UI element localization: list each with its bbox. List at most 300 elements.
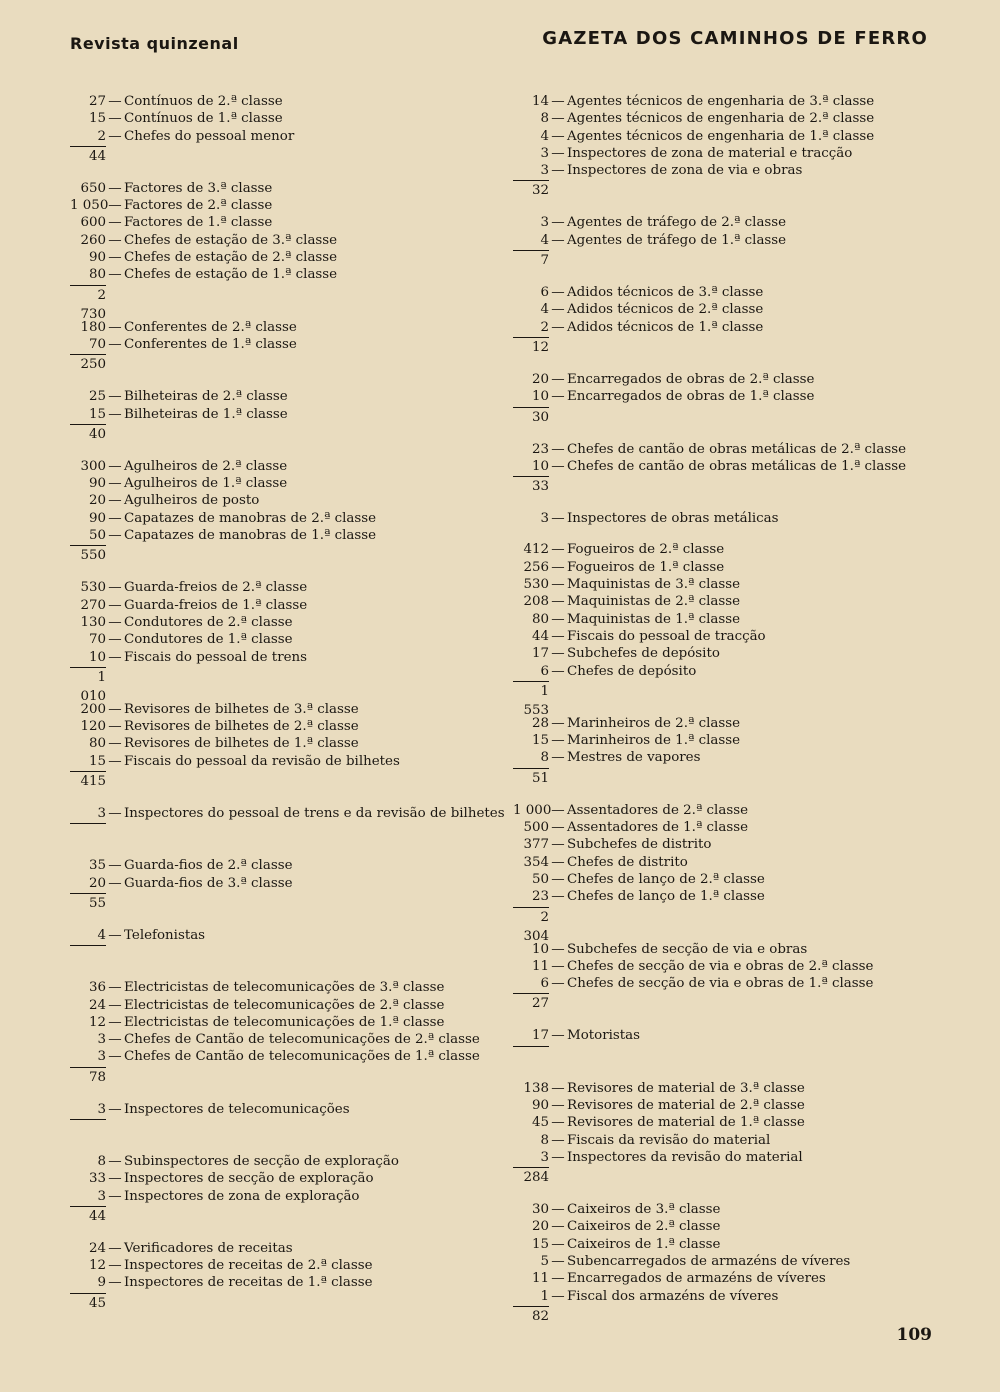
staff-category: Chefes de cantão de obras metálicas de 2.ª classe	[567, 441, 906, 457]
dash-separator: —	[108, 1240, 122, 1256]
staff-category: Revisores de bilhetes de 1.ª classe	[124, 736, 359, 752]
staff-count: 50	[88, 528, 106, 544]
dash-separator: —	[551, 889, 565, 905]
staff-category: Chefes de estação de 3.ª classe	[124, 232, 338, 248]
dash-separator: —	[551, 542, 565, 558]
staff-count: 10	[88, 649, 106, 665]
staff-count: 260	[80, 232, 106, 248]
staff-count: 130	[80, 614, 106, 630]
dash-separator: —	[108, 1258, 122, 1274]
staff-row	[70, 631, 510, 648]
dash-separator: —	[551, 941, 565, 957]
dash-separator: —	[108, 1049, 122, 1065]
staff-row	[70, 753, 510, 770]
staff-category: Inspectores de telecomunicações	[124, 1101, 350, 1117]
dash-separator: —	[551, 1202, 565, 1218]
dash-separator: —	[551, 733, 565, 749]
dash-separator: —	[108, 250, 122, 266]
dash-separator: —	[551, 319, 565, 335]
staff-category: Subinspectores de secção de exploração	[124, 1153, 399, 1169]
staff-category: Subencarregados de armazéns de víveres	[567, 1254, 851, 1270]
staff-row	[513, 975, 933, 992]
staff-count: 200	[80, 701, 106, 717]
staff-category: Fiscais do pessoal de tracção	[567, 628, 766, 644]
dash-separator: —	[108, 94, 122, 109]
staff-row	[70, 597, 510, 614]
dash-separator: —	[108, 753, 122, 769]
staff-category: Agentes de tráfego de 1.ª classe	[567, 232, 787, 248]
group-total: 44	[70, 1206, 106, 1226]
staff-row	[70, 735, 510, 752]
staff-row	[513, 611, 933, 628]
staff-row	[513, 162, 933, 179]
staff-count: 8	[540, 111, 549, 127]
staff-count: 256	[523, 559, 549, 575]
staff-group	[513, 441, 933, 497]
staff-group	[70, 979, 510, 1086]
dash-separator: —	[108, 649, 122, 665]
staff-count: 3	[97, 1049, 106, 1065]
staff-count: 3	[97, 1032, 106, 1048]
staff-row	[70, 1101, 510, 1118]
staff-category: Verificadores de receitas	[124, 1240, 293, 1256]
dash-separator: —	[551, 1115, 565, 1131]
group-total: 82	[513, 1306, 549, 1326]
staff-row	[70, 649, 510, 666]
staff-count: 50	[531, 871, 549, 887]
staff-row	[70, 979, 510, 996]
dash-separator: —	[108, 198, 122, 214]
staff-category: Agentes de tráfego de 2.ª classe	[567, 215, 787, 231]
dash-separator: —	[551, 302, 565, 318]
staff-category: Chefes de Cantão de telecomunicações de 2.ª classe	[124, 1032, 480, 1048]
group-total: 32	[513, 180, 549, 200]
group-total: 2 304	[513, 907, 549, 927]
staff-row	[70, 180, 510, 197]
staff-count: 412	[523, 542, 549, 558]
group-total	[513, 1046, 549, 1066]
staff-category: Revisores de material de 3.ª classe	[567, 1080, 805, 1096]
staff-count: 208	[523, 594, 549, 610]
staff-row	[70, 214, 510, 231]
staff-count: 1 050	[70, 198, 109, 214]
staff-category: Bilheteiras de 2.ª classe	[124, 389, 288, 405]
staff-count: 80	[88, 736, 106, 752]
staff-category: Condutores de 1.ª classe	[124, 632, 293, 648]
staff-row	[70, 406, 510, 423]
dash-separator: —	[108, 476, 122, 492]
staff-category: Maquinistas de 3.ª classe	[567, 577, 741, 593]
staff-row	[513, 628, 933, 645]
dash-separator: —	[108, 180, 122, 196]
dash-separator: —	[551, 94, 565, 109]
staff-count: 15	[88, 753, 106, 769]
staff-row	[513, 802, 933, 819]
staff-count: 530	[80, 580, 106, 596]
staff-group	[513, 802, 933, 944]
dash-separator: —	[108, 510, 122, 526]
staff-category: Encarregados de obras de 2.ª classe	[567, 371, 815, 387]
staff-category: Inspectores de zona de via e obras	[567, 163, 803, 179]
staff-group	[70, 180, 510, 322]
staff-category: Marinheiros de 1.ª classe	[567, 733, 741, 749]
staff-category: Inspectores de zona de exploração	[124, 1188, 360, 1204]
group-total: 27	[513, 993, 549, 1013]
dash-separator: —	[108, 858, 122, 874]
right-column	[513, 93, 933, 1340]
staff-count: 15	[88, 406, 106, 422]
dash-separator: —	[551, 371, 565, 387]
staff-category: Chefes de secção de via e obras de 2.ª classe	[567, 958, 874, 974]
dash-separator: —	[108, 980, 122, 996]
group-total: 7	[513, 250, 549, 270]
staff-group	[70, 1240, 510, 1313]
staff-count: 1	[540, 1288, 549, 1304]
staff-count: 20	[88, 493, 106, 509]
staff-row	[513, 732, 933, 749]
staff-category: Revisores de material de 2.ª classe	[567, 1097, 805, 1113]
dash-separator: —	[108, 267, 122, 283]
staff-category: Condutores de 2.ª classe	[124, 614, 293, 630]
staff-row	[70, 701, 510, 718]
header-right: GAZETA DOS CAMINHOS DE FERRO	[542, 28, 928, 49]
staff-count: 300	[80, 458, 106, 474]
staff-row	[513, 1253, 933, 1270]
dash-separator: —	[108, 528, 122, 544]
staff-row	[513, 510, 933, 527]
dash-separator: —	[108, 336, 122, 352]
staff-group	[70, 927, 510, 965]
staff-category: Contínuos de 1.ª classe	[124, 111, 283, 127]
dash-separator: —	[551, 163, 565, 179]
staff-category: Guarda-fios de 2.ª classe	[124, 858, 293, 874]
staff-row	[513, 1288, 933, 1305]
staff-category: Bilheteiras de 1.ª classe	[124, 406, 288, 422]
dash-separator: —	[551, 628, 565, 644]
dash-separator: —	[108, 232, 122, 248]
staff-row	[70, 1274, 510, 1291]
staff-group	[70, 1153, 510, 1226]
staff-count: 11	[531, 1271, 549, 1287]
staff-count: 3	[540, 511, 549, 527]
dash-separator: —	[108, 215, 122, 231]
dash-separator: —	[551, 802, 565, 818]
dash-separator: —	[551, 611, 565, 627]
staff-category: Agentes técnicos de engenharia de 1.ª classe	[567, 128, 875, 144]
staff-category: Encarregados de armazéns de víveres	[567, 1271, 826, 1287]
dash-separator: —	[551, 232, 565, 248]
staff-category: Revisores de bilhetes de 2.ª classe	[124, 719, 359, 735]
staff-row	[513, 284, 933, 301]
group-total: 284	[513, 1167, 549, 1187]
staff-count: 2	[540, 319, 549, 335]
staff-row	[70, 1240, 510, 1257]
staff-row	[513, 1080, 933, 1097]
dash-separator: —	[551, 458, 565, 474]
staff-category: Agentes técnicos de engenharia de 3.ª classe	[567, 94, 875, 109]
staff-row	[513, 301, 933, 318]
staff-count: 70	[88, 336, 106, 352]
staff-category: Guarda-freios de 1.ª classe	[124, 597, 308, 613]
dash-separator: —	[551, 837, 565, 853]
group-total: 550	[70, 545, 106, 565]
staff-row	[70, 1170, 510, 1187]
staff-category: Fiscais do pessoal da revisão de bilhetes	[124, 753, 400, 769]
staff-count: 10	[531, 941, 549, 957]
staff-category: Chefes do pessoal menor	[124, 128, 295, 144]
staff-row	[70, 93, 510, 110]
staff-count: 20	[531, 371, 549, 387]
staff-count: 8	[540, 1132, 549, 1148]
staff-count: 23	[531, 889, 549, 905]
staff-row	[70, 197, 510, 214]
dash-separator: —	[108, 1188, 122, 1204]
dash-separator: —	[108, 389, 122, 405]
dash-separator: —	[108, 927, 122, 943]
staff-category: Subchefes de secção de via e obras	[567, 941, 808, 957]
staff-row	[70, 875, 510, 892]
dash-separator: —	[551, 646, 565, 662]
dash-separator: —	[108, 719, 122, 735]
staff-count: 28	[531, 715, 549, 731]
group-total: 250	[70, 354, 106, 374]
staff-count: 15	[531, 1236, 549, 1252]
staff-count: 500	[523, 820, 549, 836]
staff-count: 45	[531, 1115, 549, 1131]
staff-row	[513, 1236, 933, 1253]
staff-category: Inspectores de receitas de 1.ª classe	[124, 1275, 373, 1291]
staff-group	[513, 510, 933, 527]
staff-category: Revisores de material de 1.ª classe	[567, 1115, 805, 1131]
staff-category: Contínuos de 2.ª classe	[124, 94, 283, 109]
staff-category: Motoristas	[567, 1028, 641, 1044]
dash-separator: —	[108, 1153, 122, 1169]
dash-separator: —	[551, 128, 565, 144]
staff-row	[70, 458, 510, 475]
dash-separator: —	[108, 580, 122, 596]
staff-category: Telefonistas	[124, 927, 206, 943]
staff-row	[513, 93, 933, 110]
staff-row	[513, 319, 933, 336]
staff-category: Chefes de lanço de 2.ª classe	[567, 871, 765, 887]
staff-group	[70, 388, 510, 444]
staff-count: 10	[531, 389, 549, 405]
staff-row	[70, 614, 510, 631]
dash-separator: —	[108, 406, 122, 422]
staff-row	[70, 232, 510, 249]
staff-count: 9	[97, 1275, 106, 1291]
dash-separator: —	[108, 632, 122, 648]
staff-count: 80	[531, 611, 549, 627]
staff-row	[513, 836, 933, 853]
staff-category: Chefes de lanço de 1.ª classe	[567, 889, 765, 905]
dash-separator: —	[551, 215, 565, 231]
staff-count: 8	[97, 1153, 106, 1169]
group-total	[70, 945, 106, 965]
staff-count: 11	[531, 958, 549, 974]
dash-separator: —	[551, 715, 565, 731]
staff-count: 15	[88, 111, 106, 127]
dash-separator: —	[551, 1080, 565, 1096]
staff-row	[513, 559, 933, 576]
staff-row	[70, 1031, 510, 1048]
staff-category: Inspectores do pessoal de trens e da revisão de bilhetes	[124, 806, 505, 822]
staff-count: 3	[540, 145, 549, 161]
staff-count: 120	[80, 719, 106, 735]
dash-separator: —	[551, 511, 565, 527]
staff-category: Assentadores de 1.ª classe	[567, 820, 748, 836]
staff-count: 90	[88, 476, 106, 492]
staff-count: 24	[88, 1240, 106, 1256]
dash-separator: —	[551, 1132, 565, 1148]
staff-row	[70, 579, 510, 596]
staff-group	[513, 284, 933, 357]
staff-count: 27	[88, 94, 106, 109]
staff-count: 1 000	[513, 802, 552, 818]
dash-separator: —	[108, 1171, 122, 1187]
staff-category: Capatazes de manobras de 1.ª classe	[124, 528, 377, 544]
dash-separator: —	[108, 111, 122, 127]
staff-category: Inspectores de obras metálicas	[567, 511, 779, 527]
staff-count: 25	[88, 389, 106, 405]
header-left: Revista quinzenal	[70, 34, 239, 53]
staff-group	[513, 371, 933, 427]
staff-group	[513, 541, 933, 718]
staff-row	[513, 593, 933, 610]
staff-count: 90	[88, 510, 106, 526]
staff-count: 20	[531, 1219, 549, 1235]
staff-count: 6	[540, 663, 549, 679]
staff-category: Chefes de estação de 1.ª classe	[124, 267, 338, 283]
staff-category: Agulheiros de 2.ª classe	[124, 458, 288, 474]
staff-category: Conferentes de 2.ª classe	[124, 319, 297, 335]
staff-category: Maquinistas de 1.ª classe	[567, 611, 741, 627]
staff-row	[513, 749, 933, 766]
group-total	[70, 823, 106, 843]
staff-row	[513, 715, 933, 732]
staff-count: 90	[531, 1097, 549, 1113]
staff-category: Adidos técnicos de 2.ª classe	[567, 302, 764, 318]
group-total: 40	[70, 424, 106, 444]
staff-count: 23	[531, 441, 549, 457]
staff-group	[513, 93, 933, 200]
group-total: 51	[513, 768, 549, 788]
staff-category: Capatazes de manobras de 2.ª classe	[124, 510, 377, 526]
staff-category: Revisores de bilhetes de 3.ª classe	[124, 701, 359, 717]
staff-row	[70, 336, 510, 353]
staff-category: Caixeiros de 3.ª classe	[567, 1202, 721, 1218]
dash-separator: —	[551, 854, 565, 870]
dash-separator: —	[551, 1097, 565, 1113]
dash-separator: —	[108, 701, 122, 717]
staff-category: Chefes de cantão de obras metálicas de 1.ª classe	[567, 458, 906, 474]
staff-count: 180	[80, 319, 106, 335]
dash-separator: —	[551, 594, 565, 610]
staff-category: Fiscais do pessoal de trens	[124, 649, 308, 665]
staff-group	[513, 1027, 933, 1065]
staff-category: Maquinistas de 2.ª classe	[567, 594, 741, 610]
staff-row	[513, 1218, 933, 1235]
staff-row	[513, 1114, 933, 1131]
staff-row	[513, 576, 933, 593]
staff-count: 17	[531, 646, 549, 662]
staff-row	[513, 888, 933, 905]
staff-row	[513, 232, 933, 249]
staff-group	[70, 805, 510, 843]
group-total: 1 010	[70, 667, 106, 687]
staff-count: 10	[531, 458, 549, 474]
staff-count: 600	[80, 215, 106, 231]
dash-separator: —	[551, 577, 565, 593]
dash-separator: —	[108, 1101, 122, 1117]
staff-category: Electricistas de telecomunicações de 3.ª classe	[124, 980, 445, 996]
staff-row	[513, 1132, 933, 1149]
staff-row	[513, 1270, 933, 1287]
dash-separator: —	[551, 1028, 565, 1044]
staff-count: 4	[540, 232, 549, 248]
staff-group	[513, 941, 933, 1014]
group-total: 33	[513, 476, 549, 496]
dash-separator: —	[551, 820, 565, 836]
staff-count: 80	[88, 267, 106, 283]
staff-row	[70, 1153, 510, 1170]
staff-category: Encarregados de obras de 1.ª classe	[567, 389, 815, 405]
staff-row	[513, 110, 933, 127]
staff-count: 30	[531, 1202, 549, 1218]
staff-row	[70, 927, 510, 944]
staff-count: 5	[540, 1254, 549, 1270]
staff-category: Marinheiros de 2.ª classe	[567, 715, 741, 731]
staff-category: Guarda-freios de 2.ª classe	[124, 580, 308, 596]
staff-category: Subchefes de depósito	[567, 646, 720, 662]
dash-separator: —	[551, 441, 565, 457]
staff-row	[513, 1201, 933, 1218]
group-total: 78	[70, 1067, 106, 1087]
staff-group	[70, 857, 510, 913]
staff-count: 4	[97, 927, 106, 943]
staff-count: 270	[80, 597, 106, 613]
staff-row	[70, 249, 510, 266]
staff-count: 12	[88, 1014, 106, 1030]
staff-count: 24	[88, 997, 106, 1013]
dash-separator: —	[108, 736, 122, 752]
dash-separator: —	[551, 389, 565, 405]
staff-count: 530	[523, 577, 549, 593]
staff-row	[513, 941, 933, 958]
staff-row	[70, 388, 510, 405]
staff-category: Fogueiros de 2.ª classe	[567, 542, 725, 558]
dash-separator: —	[551, 1149, 565, 1165]
staff-row	[70, 805, 510, 822]
staff-count: 70	[88, 632, 106, 648]
staff-category: Electricistas de telecomunicações de 1.ª classe	[124, 1014, 445, 1030]
staff-count: 90	[88, 250, 106, 266]
dash-separator: —	[551, 1271, 565, 1287]
group-total: 1 553	[513, 681, 549, 701]
staff-count: 3	[540, 163, 549, 179]
staff-category: Fogueiros de 1.ª classe	[567, 559, 725, 575]
staff-category: Chefes de distrito	[567, 854, 688, 870]
staff-category: Electricistas de telecomunicações de 2.ª classe	[124, 997, 445, 1013]
staff-category: Caixeiros de 2.ª classe	[567, 1219, 721, 1235]
dash-separator: —	[551, 1288, 565, 1304]
staff-row	[513, 388, 933, 405]
staff-category: Chefes de estação de 2.ª classe	[124, 250, 338, 266]
staff-row	[513, 441, 933, 458]
staff-category: Conferentes de 1.ª classe	[124, 336, 297, 352]
group-total: 30	[513, 407, 549, 427]
staff-category: Factores de 3.ª classe	[124, 180, 273, 196]
